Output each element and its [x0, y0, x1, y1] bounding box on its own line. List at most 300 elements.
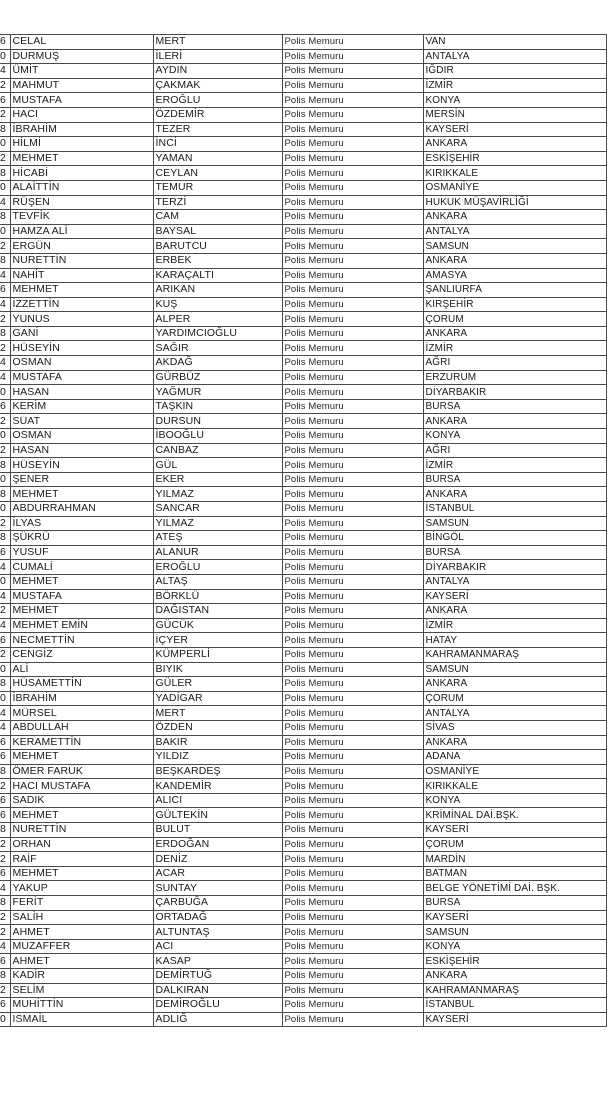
last-name-cell: ACAR [153, 866, 282, 881]
row-number-cell: 2 [0, 78, 10, 93]
table-row [0, 472, 606, 487]
job-title-cell: Polis Memuru [282, 166, 423, 181]
location-cell: SAMSUN [423, 662, 606, 677]
table-row [0, 633, 606, 648]
first-name-cell: MUSTAFA [10, 589, 153, 604]
last-name-cell: ÖZDEN [153, 720, 282, 735]
job-title-cell: Polis Memuru [282, 793, 423, 808]
table-row [0, 195, 606, 210]
row-number-cell: 4 [0, 560, 10, 575]
job-title-cell: Polis Memuru [282, 647, 423, 662]
job-title-cell: Polis Memuru [282, 589, 423, 604]
first-name-cell: YUSUF [10, 545, 153, 560]
row-number-cell: 8 [0, 122, 10, 137]
job-title-cell: Polis Memuru [282, 677, 423, 692]
table-row [0, 49, 606, 64]
location-cell: ANTALYA [423, 224, 606, 239]
job-title-cell: Polis Memuru [282, 93, 423, 108]
location-cell: ANKARA [423, 735, 606, 750]
row-number-cell: 4 [0, 370, 10, 385]
table-row [0, 239, 606, 254]
job-title-cell: Polis Memuru [282, 180, 423, 195]
location-cell: MARDİN [423, 852, 606, 867]
row-number-cell: 4 [0, 268, 10, 283]
location-cell: ANTALYA [423, 574, 606, 589]
first-name-cell: MUHİTTİN [10, 998, 153, 1013]
row-number-cell: 0 [0, 472, 10, 487]
first-name-cell: ŞÜKRÜ [10, 531, 153, 546]
location-cell: BATMAN [423, 866, 606, 881]
first-name-cell: HASAN [10, 443, 153, 458]
personnel-table-body [0, 35, 606, 1027]
first-name-cell: TEVFİK [10, 210, 153, 225]
last-name-cell: KÜMPERLİ [153, 647, 282, 662]
location-cell: KAYSERİ [423, 589, 606, 604]
row-number-cell: 2 [0, 910, 10, 925]
location-cell: İSTANBUL [423, 998, 606, 1013]
table-row [0, 443, 606, 458]
row-number-cell: 0 [0, 429, 10, 444]
first-name-cell: MUZAFFER [10, 939, 153, 954]
job-title-cell: Polis Memuru [282, 35, 423, 50]
table-row [0, 326, 606, 341]
table-row [0, 253, 606, 268]
table-row [0, 429, 606, 444]
row-number-cell: 0 [0, 502, 10, 517]
row-number-cell: 0 [0, 385, 10, 400]
location-cell: KAYSERİ [423, 122, 606, 137]
table-row [0, 531, 606, 546]
location-cell: KAYSERİ [423, 1012, 606, 1027]
location-cell: HUKUK MÜŞAVİRLİĞİ [423, 195, 606, 210]
first-name-cell: RAİF [10, 852, 153, 867]
row-number-cell: 4 [0, 939, 10, 954]
first-name-cell: HÜSAMETTİN [10, 677, 153, 692]
first-name-cell: SELİM [10, 983, 153, 998]
row-number-cell: 6 [0, 633, 10, 648]
first-name-cell: DURMUŞ [10, 49, 153, 64]
table-row [0, 750, 606, 765]
table-row [0, 107, 606, 122]
row-number-cell: 2 [0, 239, 10, 254]
last-name-cell: İBOOĞLU [153, 429, 282, 444]
first-name-cell: KADİR [10, 969, 153, 984]
row-number-cell: 2 [0, 604, 10, 619]
first-name-cell: GANİ [10, 326, 153, 341]
job-title-cell: Polis Memuru [282, 866, 423, 881]
first-name-cell: HACI [10, 107, 153, 122]
last-name-cell: TAŞKIN [153, 399, 282, 414]
table-row [0, 808, 606, 823]
table-row [0, 998, 606, 1013]
first-name-cell: ISMAİL [10, 1012, 153, 1027]
table-row [0, 823, 606, 838]
table-row [0, 983, 606, 998]
last-name-cell: DALKIRAN [153, 983, 282, 998]
job-title-cell: Polis Memuru [282, 779, 423, 794]
location-cell: ESKİŞEHİR [423, 151, 606, 166]
first-name-cell: ERGÜN [10, 239, 153, 254]
last-name-cell: AYDIN [153, 64, 282, 79]
table-row [0, 720, 606, 735]
job-title-cell: Polis Memuru [282, 64, 423, 79]
last-name-cell: DURSUN [153, 414, 282, 429]
last-name-cell: TERZİ [153, 195, 282, 210]
location-cell: ESKİŞEHİR [423, 954, 606, 969]
table-row [0, 925, 606, 940]
first-name-cell: FERİT [10, 896, 153, 911]
first-name-cell: SUAT [10, 414, 153, 429]
table-row [0, 297, 606, 312]
row-number-cell: 2 [0, 516, 10, 531]
job-title-cell: Polis Memuru [282, 137, 423, 152]
row-number-cell: 2 [0, 107, 10, 122]
location-cell: ANKARA [423, 414, 606, 429]
row-number-cell: 0 [0, 137, 10, 152]
row-number-cell: 2 [0, 983, 10, 998]
first-name-cell: MUSTAFA [10, 370, 153, 385]
last-name-cell: BIYIK [153, 662, 282, 677]
last-name-cell: KUŞ [153, 297, 282, 312]
last-name-cell: KANDEMİR [153, 779, 282, 794]
location-cell: AMASYA [423, 268, 606, 283]
location-cell: DİYARBAKIR [423, 560, 606, 575]
last-name-cell: SUNTAY [153, 881, 282, 896]
row-number-cell: 8 [0, 531, 10, 546]
table-row [0, 677, 606, 692]
first-name-cell: İBRAHİM [10, 122, 153, 137]
first-name-cell: MEHMET [10, 574, 153, 589]
table-row [0, 283, 606, 298]
first-name-cell: YUNUS [10, 312, 153, 327]
first-name-cell: SADIK [10, 793, 153, 808]
table-row [0, 560, 606, 575]
last-name-cell: ADLIĞ [153, 1012, 282, 1027]
first-name-cell: MUSTAFA [10, 93, 153, 108]
last-name-cell: ACI [153, 939, 282, 954]
job-title-cell: Polis Memuru [282, 706, 423, 721]
table-row [0, 589, 606, 604]
row-number-cell: 4 [0, 881, 10, 896]
last-name-cell: MERT [153, 706, 282, 721]
last-name-cell: ALPER [153, 312, 282, 327]
first-name-cell: NECMETTİN [10, 633, 153, 648]
location-cell: ANKARA [423, 210, 606, 225]
row-number-cell: 0 [0, 662, 10, 677]
location-cell: ANKARA [423, 326, 606, 341]
job-title-cell: Polis Memuru [282, 823, 423, 838]
last-name-cell: SAĞIR [153, 341, 282, 356]
job-title-cell: Polis Memuru [282, 808, 423, 823]
table-row [0, 896, 606, 911]
location-cell: ÇORUM [423, 837, 606, 852]
location-cell: IĞDIR [423, 64, 606, 79]
row-number-cell: 4 [0, 297, 10, 312]
job-title-cell: Polis Memuru [282, 910, 423, 925]
personnel-sheet [0, 34, 606, 1027]
job-title-cell: Polis Memuru [282, 341, 423, 356]
first-name-cell: AHMET [10, 925, 153, 940]
row-number-cell: 0 [0, 574, 10, 589]
table-row [0, 385, 606, 400]
last-name-cell: YILMAZ [153, 487, 282, 502]
job-title-cell: Polis Memuru [282, 385, 423, 400]
first-name-cell: ÜMİT [10, 64, 153, 79]
job-title-cell: Polis Memuru [282, 502, 423, 517]
first-name-cell: OSMAN [10, 356, 153, 371]
last-name-cell: EROĞLU [153, 560, 282, 575]
table-row [0, 764, 606, 779]
row-number-cell: 8 [0, 969, 10, 984]
last-name-cell: ARIKAN [153, 283, 282, 298]
job-title-cell: Polis Memuru [282, 253, 423, 268]
last-name-cell: ATEŞ [153, 531, 282, 546]
location-cell: ÇORUM [423, 691, 606, 706]
table-row [0, 881, 606, 896]
table-row [0, 341, 606, 356]
last-name-cell: ERBEK [153, 253, 282, 268]
last-name-cell: SANCAR [153, 502, 282, 517]
job-title-cell: Polis Memuru [282, 429, 423, 444]
job-title-cell: Polis Memuru [282, 618, 423, 633]
location-cell: AĞRI [423, 443, 606, 458]
table-row [0, 122, 606, 137]
table-row [0, 662, 606, 677]
first-name-cell: CENGİZ [10, 647, 153, 662]
row-number-cell: 4 [0, 720, 10, 735]
table-row [0, 866, 606, 881]
first-name-cell: ALAİTTİN [10, 180, 153, 195]
job-title-cell: Polis Memuru [282, 852, 423, 867]
job-title-cell: Polis Memuru [282, 939, 423, 954]
job-title-cell: Polis Memuru [282, 487, 423, 502]
location-cell: BELGE YÖNETİMİ DAİ. BŞK. [423, 881, 606, 896]
job-title-cell: Polis Memuru [282, 283, 423, 298]
job-title-cell: Polis Memuru [282, 472, 423, 487]
location-cell: KONYA [423, 793, 606, 808]
job-title-cell: Polis Memuru [282, 49, 423, 64]
first-name-cell: İZZETTİN [10, 297, 153, 312]
last-name-cell: DEMİROĞLU [153, 998, 282, 1013]
job-title-cell: Polis Memuru [282, 896, 423, 911]
last-name-cell: ERDOĞAN [153, 837, 282, 852]
last-name-cell: ÇAKMAK [153, 78, 282, 93]
location-cell: ANTALYA [423, 706, 606, 721]
last-name-cell: KARAÇALTI [153, 268, 282, 283]
location-cell: BURSA [423, 545, 606, 560]
table-row [0, 180, 606, 195]
table-row [0, 93, 606, 108]
last-name-cell: YAĞMUR [153, 385, 282, 400]
first-name-cell: ORHAN [10, 837, 153, 852]
table-row [0, 35, 606, 50]
location-cell: AĞRI [423, 356, 606, 371]
page-bottom-margin [0, 1082, 614, 1112]
first-name-cell: ABDULLAH [10, 720, 153, 735]
first-name-cell: MEHMET [10, 808, 153, 823]
row-number-cell: 6 [0, 545, 10, 560]
location-cell: KAHRAMANMARAŞ [423, 983, 606, 998]
job-title-cell: Polis Memuru [282, 370, 423, 385]
first-name-cell: NAHİT [10, 268, 153, 283]
last-name-cell: ÖZDEMİR [153, 107, 282, 122]
row-number-cell: 0 [0, 691, 10, 706]
last-name-cell: BULUT [153, 823, 282, 838]
row-number-cell: 2 [0, 837, 10, 852]
location-cell: İZMİR [423, 341, 606, 356]
location-cell: İZMİR [423, 458, 606, 473]
table-row [0, 151, 606, 166]
location-cell: VAN [423, 35, 606, 50]
table-row [0, 939, 606, 954]
row-number-cell: 2 [0, 925, 10, 940]
job-title-cell: Polis Memuru [282, 954, 423, 969]
location-cell: ANKARA [423, 137, 606, 152]
location-cell: BURSA [423, 399, 606, 414]
last-name-cell: İÇYER [153, 633, 282, 648]
table-row [0, 1012, 606, 1027]
job-title-cell: Polis Memuru [282, 210, 423, 225]
location-cell: BİNGÖL [423, 531, 606, 546]
job-title-cell: Polis Memuru [282, 574, 423, 589]
first-name-cell: MEHMET [10, 750, 153, 765]
table-row [0, 691, 606, 706]
last-name-cell: EROĞLU [153, 93, 282, 108]
row-number-cell: 0 [0, 49, 10, 64]
first-name-cell: ŞENER [10, 472, 153, 487]
location-cell: KONYA [423, 93, 606, 108]
last-name-cell: DEMİRTUĞ [153, 969, 282, 984]
first-name-cell: MEHMET [10, 151, 153, 166]
job-title-cell: Polis Memuru [282, 356, 423, 371]
first-name-cell: MEHMET [10, 487, 153, 502]
row-number-cell: 8 [0, 823, 10, 838]
location-cell: MERSİN [423, 107, 606, 122]
location-cell: ŞANLIURFA [423, 283, 606, 298]
last-name-cell: AKDAĞ [153, 356, 282, 371]
first-name-cell: AHMET [10, 954, 153, 969]
first-name-cell: HASAN [10, 385, 153, 400]
table-row [0, 779, 606, 794]
table-row [0, 837, 606, 852]
table-row [0, 954, 606, 969]
first-name-cell: MAHMUT [10, 78, 153, 93]
last-name-cell: GÜLTEKİN [153, 808, 282, 823]
job-title-cell: Polis Memuru [282, 239, 423, 254]
table-row [0, 210, 606, 225]
location-cell: ANKARA [423, 253, 606, 268]
job-title-cell: Polis Memuru [282, 326, 423, 341]
last-name-cell: BÖRKLÜ [153, 589, 282, 604]
first-name-cell: MEHMET [10, 866, 153, 881]
last-name-cell: ALANUR [153, 545, 282, 560]
table-row [0, 852, 606, 867]
table-row [0, 166, 606, 181]
table-row [0, 545, 606, 560]
job-title-cell: Polis Memuru [282, 151, 423, 166]
last-name-cell: İLERİ [153, 49, 282, 64]
location-cell: ANKARA [423, 969, 606, 984]
job-title-cell: Polis Memuru [282, 691, 423, 706]
job-title-cell: Polis Memuru [282, 560, 423, 575]
location-cell: SİVAS [423, 720, 606, 735]
table-row [0, 574, 606, 589]
location-cell: KIRIKKALE [423, 166, 606, 181]
last-name-cell: YADİGAR [153, 691, 282, 706]
last-name-cell: CANBAZ [153, 443, 282, 458]
table-row [0, 910, 606, 925]
table-row [0, 268, 606, 283]
location-cell: ÇORUM [423, 312, 606, 327]
job-title-cell: Polis Memuru [282, 998, 423, 1013]
last-name-cell: CAM [153, 210, 282, 225]
job-title-cell: Polis Memuru [282, 224, 423, 239]
row-number-cell: 6 [0, 954, 10, 969]
job-title-cell: Polis Memuru [282, 983, 423, 998]
first-name-cell: HİLMİ [10, 137, 153, 152]
job-title-cell: Polis Memuru [282, 837, 423, 852]
row-number-cell: 0 [0, 180, 10, 195]
last-name-cell: DAĞISTAN [153, 604, 282, 619]
first-name-cell: HÜSEYİN [10, 341, 153, 356]
last-name-cell: YILMAZ [153, 516, 282, 531]
last-name-cell: CEYLAN [153, 166, 282, 181]
first-name-cell: CUMALİ [10, 560, 153, 575]
row-number-cell: 8 [0, 166, 10, 181]
location-cell: İZMİR [423, 78, 606, 93]
location-cell: KIRŞEHİR [423, 297, 606, 312]
last-name-cell: GÜL [153, 458, 282, 473]
job-title-cell: Polis Memuru [282, 750, 423, 765]
job-title-cell: Polis Memuru [282, 925, 423, 940]
last-name-cell: ÇARBUĞA [153, 896, 282, 911]
row-number-cell: 6 [0, 793, 10, 808]
first-name-cell: MEHMET [10, 604, 153, 619]
location-cell: KAYSERİ [423, 823, 606, 838]
row-number-cell: 2 [0, 341, 10, 356]
last-name-cell: YILDIZ [153, 750, 282, 765]
row-number-cell: 8 [0, 487, 10, 502]
job-title-cell: Polis Memuru [282, 414, 423, 429]
first-name-cell: YAKUP [10, 881, 153, 896]
last-name-cell: EKER [153, 472, 282, 487]
last-name-cell: MERT [153, 35, 282, 50]
first-name-cell: ABDURRAHMAN [10, 502, 153, 517]
location-cell: KAHRAMANMARAŞ [423, 647, 606, 662]
row-number-cell: 6 [0, 750, 10, 765]
first-name-cell: OSMAN [10, 429, 153, 444]
table-row [0, 516, 606, 531]
last-name-cell: GÜRBÜZ [153, 370, 282, 385]
first-name-cell: NURETTİN [10, 253, 153, 268]
first-name-cell: MEHMET [10, 283, 153, 298]
location-cell: ANTALYA [423, 49, 606, 64]
last-name-cell: ALICI [153, 793, 282, 808]
location-cell: BURSA [423, 896, 606, 911]
row-number-cell: 8 [0, 896, 10, 911]
last-name-cell: GÜLER [153, 677, 282, 692]
table-row [0, 735, 606, 750]
table-row [0, 969, 606, 984]
location-cell: SAMSUN [423, 516, 606, 531]
location-cell: İSTANBUL [423, 502, 606, 517]
location-cell: İZMİR [423, 618, 606, 633]
row-number-cell: 6 [0, 808, 10, 823]
table-row [0, 414, 606, 429]
last-name-cell: İNCİ [153, 137, 282, 152]
first-name-cell: HAMZA ALİ [10, 224, 153, 239]
job-title-cell: Polis Memuru [282, 399, 423, 414]
